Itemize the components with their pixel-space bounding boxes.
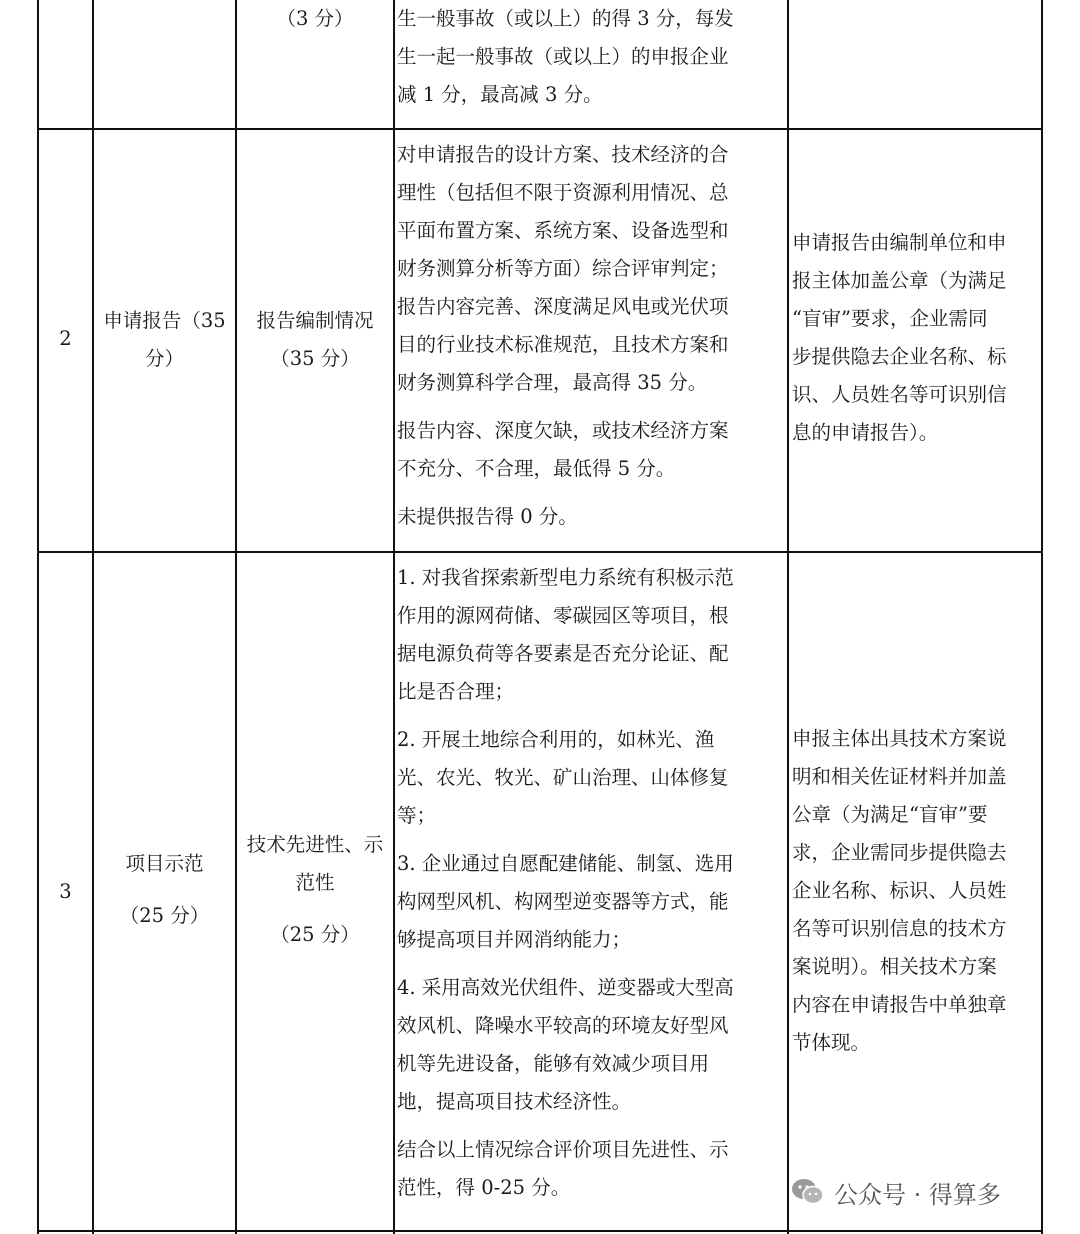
row3-item — [94, 845, 235, 935]
criteria-paragraph: 4. 采用高效光伏组件、逆变器或大型高 效风机、降噪水平较高的环境友好型风 机等先进设备，能够有效减少项目用 地，提高项目技术经济性。 — [397, 976, 734, 1113]
table-border-bottom — [37, 1230, 1043, 1232]
item-text: 申请报告（35 分） — [103, 309, 226, 370]
table-border-left — [37, 0, 39, 1234]
criteria-paragraph: 2. 开展土地综合利用的，如林光、渔 光、农光、牧光、矿山治理、山体修复 等； — [397, 728, 729, 827]
criteria-paragraph: 3. 企业通过自愿配建储能、制氢、选用 构网型风机、构网型逆变器等方式，能 够提高项目并网消纳能力； — [397, 852, 734, 951]
row2-number — [39, 320, 92, 358]
row-number: 2 — [59, 327, 72, 350]
column-divider-3 — [393, 0, 395, 1234]
watermark — [790, 1172, 1080, 1212]
criteria-text: 生一般事故（或以上）的得 3 分，每发 生一起一般事故（或以上）的申报企业 减 1 分，最高减 3 分。 — [397, 7, 734, 106]
criteria-paragraph: 未提供报告得 0 分。 — [397, 505, 578, 528]
wechat-icon — [790, 1177, 826, 1207]
row-divider-2 — [37, 551, 1043, 553]
sub-item-points: （25 分） — [270, 923, 360, 946]
row3-criteria — [397, 559, 769, 1207]
item-points: （25 分） — [119, 904, 210, 927]
column-divider-2 — [235, 0, 237, 1234]
row3-materials — [792, 720, 1037, 1062]
materials-text: 申请报告由编制单位和申 报主体加盖公章（为满足 “盲审”要求，企业需同 步提供隐去企业名称、标 识、人员姓名等可识别信 息的申请报告）。 — [792, 231, 1007, 444]
row-number: 3 — [59, 880, 72, 903]
row-top-criteria — [397, 0, 769, 114]
row2-sub-item — [237, 302, 393, 378]
criteria-paragraph: 1. 对我省探索新型电力系统有积极示范 作用的源网荷储、零碳园区等项目，根 据电源负荷等各要素是否充分论证、配 比是否合理； — [397, 566, 734, 703]
watermark-text: 公众号 · 得算多 — [834, 1180, 1001, 1209]
criteria-paragraph: 报告内容、深度欠缺，或技术经济方案 不充分、不合理，最低得 5 分。 — [397, 419, 729, 480]
sub-item-name: 技术先进性、示 范性 — [246, 833, 384, 894]
row2-criteria — [397, 136, 769, 536]
sub-item-text: 报告编制情况 （35 分） — [256, 309, 374, 370]
criteria-paragraph: 对申请报告的设计方案、技术经济的合 理性（包括但不限于资源利用情况、总 平面布置方案、系统方案、设备选型和 财务测算分析等方面）综合评审判定； 报告内容完善、深度满足风电或光伏项 目的行业技术标准规范，且技术方案和 财务测算科学合理，最高得 35 分。 — [397, 143, 729, 394]
column-divider-4 — [787, 0, 789, 1234]
row3-sub-item — [237, 826, 393, 954]
criteria-paragraph: 结合以上情况综合评价项目先进性、示 范性，得 0-25 分。 — [397, 1138, 729, 1199]
item-name: 项目示范 — [125, 852, 204, 875]
row-divider-1 — [37, 128, 1043, 130]
row-top-points — [237, 0, 393, 38]
table-border-right — [1041, 0, 1043, 1234]
points-text: （3 分） — [276, 7, 354, 30]
row2-materials — [792, 224, 1037, 452]
row3-number — [39, 873, 92, 911]
materials-text: 申报主体出具技术方案说 明和相关佐证材料并加盖 公章（为满足“盲审”要 求，企业需同步提供隐去 企业名称、标识、人员姓 名等可识别信息的技术方 案说明）。相关技术方案 内容在申请报告中单独章 节体现。 — [792, 727, 1007, 1054]
column-divider-1 — [92, 0, 94, 1234]
row2-item — [94, 302, 235, 378]
